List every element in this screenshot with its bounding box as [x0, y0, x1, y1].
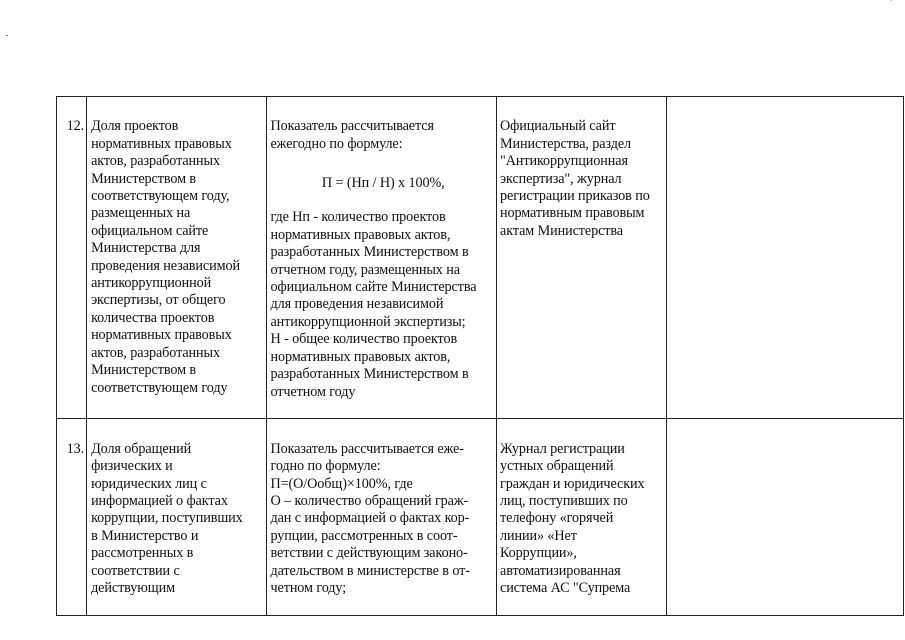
table-row — [57, 419, 904, 615]
indicator-cell — [87, 97, 267, 419]
method-intro-text: Показатель рассчитывается ежегодно по формуле: — [270, 118, 434, 152]
source-text: Официальный сайт Министерства, раздел "Антикоррупционная экспертиза", журнал регистрации приказов по нормативным правовым актам Министерства — [500, 118, 650, 239]
method-text: Показатель рассчитывается еже- годно по формуле: П=(О/Ообщ)×100%, где О – количество обращений граж- дан с информацией о фактах кор- рупции, рассмотренных в соот- ветствии с действующим законо- дательством в министерстве в от- четном году; — [270, 440, 470, 596]
notes-cell — [667, 419, 904, 615]
row-number-cell — [57, 97, 87, 419]
row-number: 13. — [66, 440, 85, 457]
row-number-cell — [57, 419, 87, 615]
table-row — [57, 97, 904, 419]
method-cell — [267, 419, 497, 615]
row-number: 12. — [66, 118, 85, 135]
indicator-text: Доля обращений физических и юридических лиц с информацией о фактах коррупции, поступивших в Министерство и рассмотренных в соответствии с действующим — [91, 440, 243, 596]
notes-cell — [667, 97, 904, 419]
scan-mark: ¨ — [890, 0, 892, 6]
scan-artifact — [6, 35, 8, 36]
formula-text: П = (Нп / Н) х 100%, — [321, 174, 445, 191]
method-cell — [267, 97, 497, 419]
indicator-text: Доля проектов нормативных правовых актов, разработанных Министерством в соответствующем году, размещенных на официальном сайте Министерства для проведения независимой антикоррупционной экспертизы, от общего количества проектов нормативных правовых актов, разработанных Министерством в соответствующем году — [91, 118, 240, 396]
source-text: Журнал регистрации устных обращений граждан и юридических лиц, поступивших по телефону «горячей линии» «Нет Коррупции», автоматизированная система АС "Супрема — [500, 440, 645, 596]
indicator-cell — [87, 419, 267, 615]
source-cell — [497, 419, 667, 615]
method-body-text: где Нп - количество проектов нормативных правовых актов, разработанных Министерством в отчетном году, размещенных на официальном сайте Министерства для проведения независимой антикоррупционной экспертизы; Н - общее количество проектов нормативных правовых актов, разработанных Министерством в отчетном году — [270, 209, 477, 400]
source-cell — [497, 97, 667, 419]
indicator-table — [56, 96, 904, 616]
